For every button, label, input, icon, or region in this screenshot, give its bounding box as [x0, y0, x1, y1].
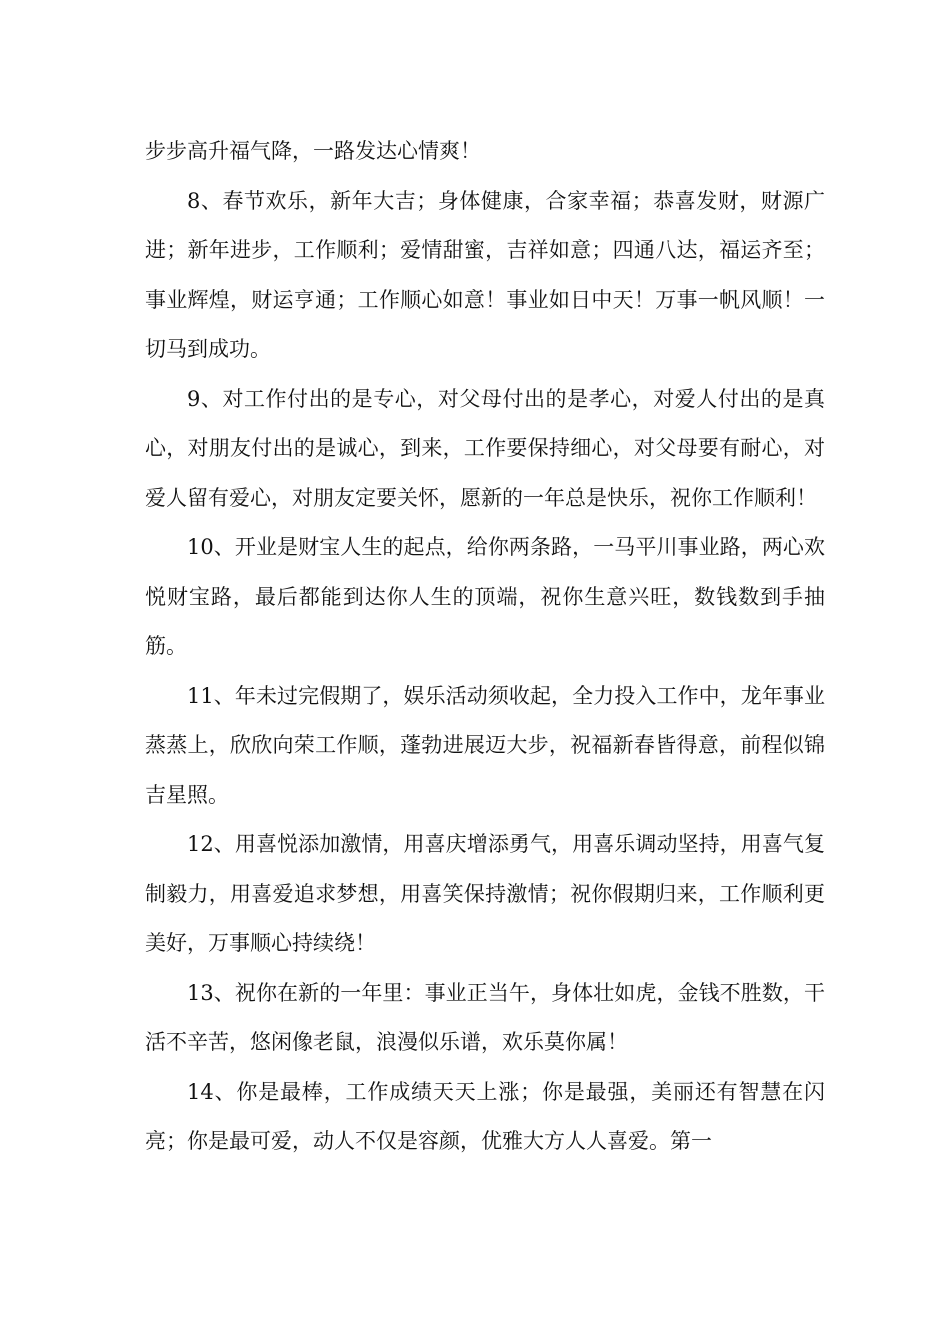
paragraph-item-14: 14、你是最棒，工作成绩天天上涨；你是最强，美丽还有智慧在闪亮；你是最可爱，动人不仅是容颜，优雅大方人人喜爱。第一 [145, 1079, 825, 1153]
paragraph-item-11: 11、年未过完假期了，娱乐活动须收起，全力投入工作中，龙年事业蒸蒸上，欣欣向荣工作顺，蓬勃进展迈大步，祝福新春皆得意，前程似锦吉星照。 [145, 683, 825, 807]
paragraph-item-12: 12、用喜悦添加激情，用喜庆增添勇气，用喜乐调动坚持，用喜气复制毅力，用喜爱追求梦想，用喜笑保持激情；祝你假期归来，工作顺利更美好，万事顺心持续绕！ [145, 832, 825, 955]
paragraph-continuation: 步步高升福气降，一路发达心情爽！ [145, 139, 481, 163]
paragraph-item-10: 10、开业是财宝人生的起点，给你两条路，一马平川事业路，两心欢悦财宝路，最后都能到达你人生的顶端，祝你生意兴旺，数钱数到手抽筋。 [145, 535, 825, 658]
paragraph-item-13: 13、祝你在新的一年里：事业正当午，身体壮如虎，金钱不胜数，干活不辛苦，悠闲像老鼠，浪漫似乐谱，欢乐莫你属！ [145, 980, 825, 1054]
paragraph-item-8: 8、春节欢乐，新年大吉；身体健康，合家幸福；恭喜发财，财源广进；新年进步，工作顺利；爱情甜蜜，吉祥如意；四通八达，福运齐至；事业辉煌，财运亨通；工作顺心如意！事业如日中天！万事一帆风顺！一切马到成功。 [145, 188, 825, 361]
document-page [145, 127, 825, 1167]
paragraph-item-9: 9、对工作付出的是专心，对父母付出的是孝心，对爱人付出的是真心，对朋友付出的是诚心，到来，工作要保持细心，对父母要有耐心，对爱人留有爱心，对朋友定要关怀，愿新的一年总是快乐，祝你工作顺利！ [145, 386, 825, 510]
